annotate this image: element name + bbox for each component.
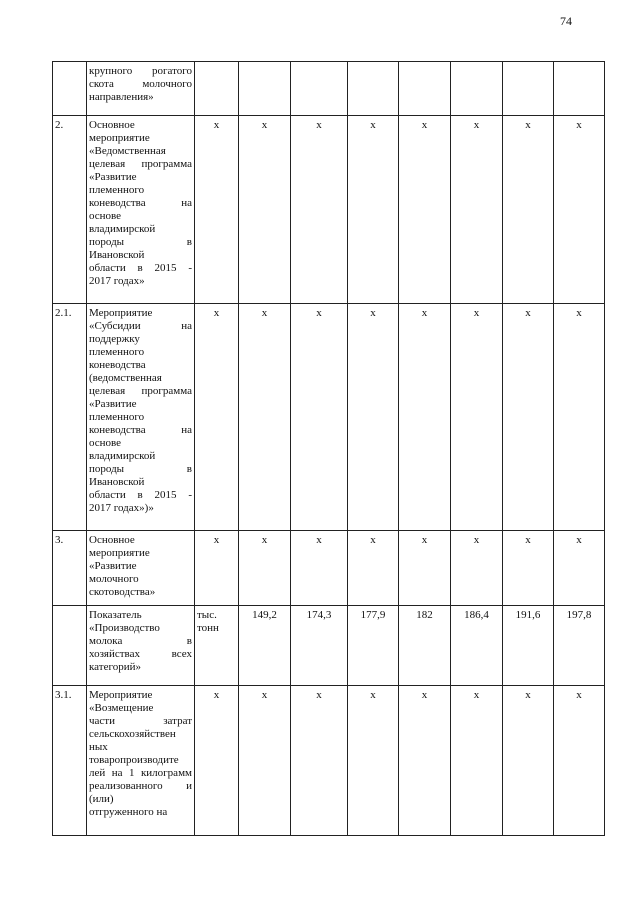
unit-cell: x [195,304,239,531]
description-line: сельскохозяйствен [89,728,176,740]
value-cell: 197,8 [554,606,605,686]
value-cell: x [554,304,605,531]
value-cell: 177,9 [348,606,399,686]
value-cell: x [348,531,399,606]
value-cell: x [348,304,399,531]
description-line: основе [89,437,122,449]
description-line: ных [89,741,108,753]
value-cell: x [554,116,605,304]
row-description [87,116,195,304]
page-number: 74 [560,14,572,28]
description-line: Мероприятие [89,307,153,319]
description-line: (или) [89,793,114,805]
description-line: части затрат [89,715,192,727]
unit-cell: x [195,116,239,304]
description-line: 2017 годах» [89,275,145,287]
description-line: категорий» [89,661,141,673]
description-line: крупного рогатого [89,65,192,77]
description-line: владимирской [89,223,156,235]
value-cell: x [554,531,605,606]
description-line: молока в [89,635,192,647]
description-line: «Развитие [89,171,137,183]
value-cell: x [348,116,399,304]
value-cell: x [239,531,291,606]
description-line: коневодства на [89,424,192,436]
description-line: области в 2015 - [89,262,192,274]
description-line: Основное [89,119,135,131]
description-line: «Ведомственная [89,145,166,157]
value-cell: x [239,686,291,836]
description-line: «Субсидии на [89,320,192,332]
value-cell: 191,6 [503,606,554,686]
value-cell: x [451,116,503,304]
value-cell [348,62,399,116]
value-cell: x [399,686,451,836]
value-cell: x [399,116,451,304]
row-number: 3.1. [53,686,87,836]
value-cell: x [503,116,554,304]
description-line: хозяйствах всех [89,648,192,660]
row-number [53,62,87,116]
description-line: племенного [89,184,145,196]
description-line: Показатель [89,609,142,621]
description-line: мероприятие [89,547,150,559]
row-number: 2. [53,116,87,304]
table-row [53,686,605,836]
table-row [53,606,605,686]
unit-cell: x [195,686,239,836]
description-line: поддержку [89,333,140,345]
description-line: «Развитие [89,560,137,572]
unit-cell [195,62,239,116]
value-cell: x [503,304,554,531]
value-cell [554,62,605,116]
value-cell: x [348,686,399,836]
value-cell: x [554,686,605,836]
value-cell: 174,3 [291,606,348,686]
unit-cell: тыс. тонн [195,606,239,686]
description-line: «Производство [89,622,160,634]
description-line: Основное [89,534,135,546]
row-number: 3. [53,531,87,606]
value-cell [399,62,451,116]
description-line: области в 2015 - [89,489,192,501]
description-line: мероприятие [89,132,150,144]
description-line: «Развитие [89,398,137,410]
value-cell: x [451,304,503,531]
row-number: 2.1. [53,304,87,531]
value-cell: x [399,531,451,606]
value-cell [451,62,503,116]
value-cell: x [239,116,291,304]
program-table [52,61,605,836]
value-cell: x [291,304,348,531]
value-cell: 186,4 [451,606,503,686]
value-cell: x [451,686,503,836]
description-line: 2017 годах»)» [89,502,154,514]
row-number [53,606,87,686]
value-cell: x [503,686,554,836]
description-line: основе [89,210,122,222]
value-cell: x [503,531,554,606]
description-line: Мероприятие [89,689,153,701]
value-cell: 149,2 [239,606,291,686]
description-line: (ведомственная [89,372,162,384]
description-line: скотоводства» [89,586,156,598]
description-line: породы в [89,236,192,248]
description-line: направления» [89,91,154,103]
table-row [53,116,605,304]
description-line: породы в [89,463,192,475]
value-cell: x [239,304,291,531]
row-description [87,62,195,116]
description-line: племенного [89,346,145,358]
description-line: целевая программа [89,158,192,170]
value-cell: x [291,686,348,836]
value-cell [239,62,291,116]
value-cell: x [291,116,348,304]
value-cell: x [291,531,348,606]
row-description [87,531,195,606]
table-row [53,304,605,531]
description-line: реализованного и [89,780,192,792]
description-line: Ивановской [89,476,145,488]
description-line: владимирской [89,450,156,462]
value-cell: x [451,531,503,606]
description-line: целевая программа [89,385,192,397]
description-line: коневодства на [89,197,192,209]
value-cell [291,62,348,116]
description-line: товаропроизводите [89,754,179,766]
row-description [87,304,195,531]
value-cell: x [399,304,451,531]
table-row [53,62,605,116]
description-line: Ивановской [89,249,145,261]
description-line: скота молочного [89,78,192,90]
description-line: племенного [89,411,145,423]
row-description [87,606,195,686]
value-cell [503,62,554,116]
row-description [87,686,195,836]
description-line: «Возмещение [89,702,154,714]
table-row [53,531,605,606]
value-cell: 182 [399,606,451,686]
unit-cell: x [195,531,239,606]
description-line: молочного [89,573,139,585]
description-line: коневодства [89,359,146,371]
description-line: лей на 1 килограмм [89,767,192,779]
description-line: отгруженного на [89,806,168,818]
